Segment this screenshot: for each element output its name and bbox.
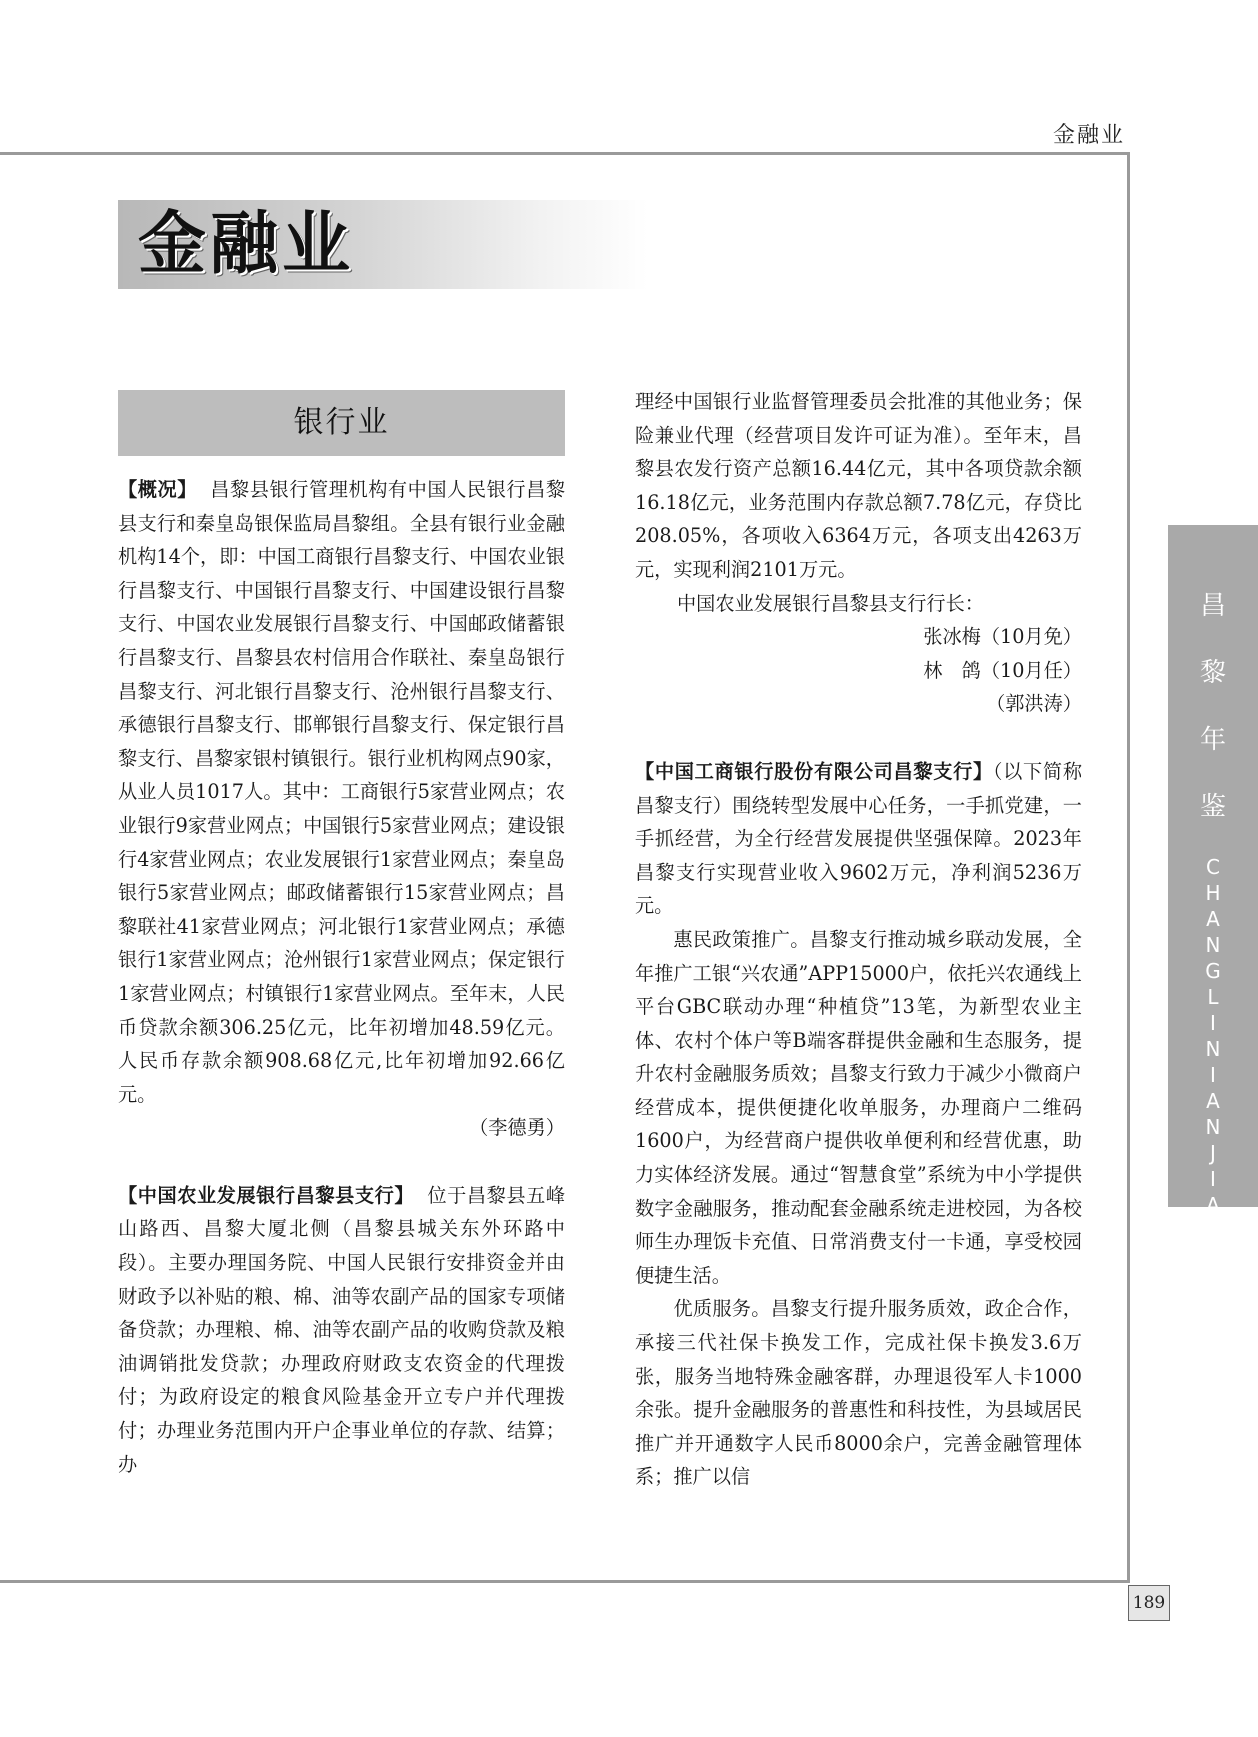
side-tab-letter: H	[1205, 881, 1221, 905]
icbc-service-paragraph: 优质服务。昌黎支行提升服务质效，政企合作，承接三代社保卡换发工作，完成社保卡换发3.6万张，服务当地特殊金融客群，办理退役军人卡1000余张。提升金融服务的普惠性和科技性，为县域居民推广并开通数字人民币8000余户，完善金融管理体系；推广以信	[635, 1297, 1082, 1489]
overview-header: 【概况】	[118, 478, 197, 501]
side-tab-letter: A	[1206, 1193, 1220, 1217]
adbc-author: （郭洪涛）	[986, 692, 1082, 716]
icbc-intro: （以下简称昌黎支行）围绕转型发展中心任务，一手抓党建，一手抓经营，为全行经营发展提供坚强保障。2023年昌黎支行实现营业收入9602万元，净利润5236万元。	[635, 759, 1083, 918]
side-tab-letter: N	[1205, 933, 1221, 957]
frame-top-rule	[0, 152, 1130, 155]
side-tab-char: 昌	[1199, 591, 1226, 621]
overview-body: 昌黎县银行管理机构有中国人民银行昌黎县支行和秦皇岛银保监局昌黎组。全县有银行业金融机构14个，即：中国工商银行昌黎支行、中国农业银行昌黎支行、中国银行昌黎支行、中国建设银行昌黎支行、中国农业发展银行昌黎支行、中国邮政储蓄银行昌黎支行、昌黎县农村信用合作联社、秦皇岛银行昌黎支行、河北银行昌黎支行、沧州银行昌黎支行、承德银行昌黎支行、邯郸银行昌黎支行、保定银行昌黎支行、昌黎家银村镇银行。银行业机构网点90家，从业人员1017人。其中：工商银行5家营业网点；农业银行9家营业网点；中国银行5家营业网点；建设银行4家营业网点；农业发展银行1家营业网点；秦皇岛银行5家营业网点；邮政储蓄银行15家营业网点；昌黎联社41家营业网点；河北银行1家营业网点；承德银行1家营业网点；沧州银行1家营业网点；保定银行1家营业网点；村镇银行1家营业网点。至年末，人民币贷款余额306.25亿元，比年初增加48.59亿元。人民币存款余额908.68亿元,比年初增加92.66亿元。	[118, 478, 566, 1106]
side-tab-letter: A	[1206, 907, 1220, 931]
overview-author: （李德勇）	[469, 1116, 565, 1140]
icbc-paragraph	[635, 755, 1082, 923]
side-tab-char: 鉴	[1199, 792, 1226, 822]
frame-bottom-rule	[0, 1580, 1130, 1583]
side-tab-letter: I	[1210, 1011, 1216, 1035]
side-tab-letter: C	[1206, 855, 1220, 879]
side-tab-char: 黎	[1199, 658, 1226, 688]
side-tab-letter: I	[1210, 1167, 1216, 1191]
side-tab-cn	[1168, 585, 1258, 823]
president-entry: 张冰梅（10月免）	[923, 625, 1082, 649]
section-title: 银行业	[118, 390, 565, 456]
adbc-header: 【中国农业发展银行昌黎县支行】	[118, 1183, 415, 1207]
side-tab-letter: I	[1210, 1063, 1216, 1087]
right-column	[635, 385, 1082, 1494]
left-column	[118, 473, 565, 1481]
icbc-policy-paragraph: 惠民政策推广。昌黎支行推动城乡联动发展，全年推广工银“兴农通”APP15000户，依托兴农通线上平台GBC联动办理“种植贷”13笔，为新型农业主体、农村个体户等B端客群提供金融和生态服务，提升农村金融服务质效；昌黎支行致力于减少小微商户经营成本，提供便捷化收单服务，办理商户二维码1600户，为经营商户提供收单便利和经营优惠，助力实体经济发展。通过“智慧食堂”系统为中小学提供数字金融服务，推动配套金融系统走进校园，为各校师生办理饭卡充值、日常消费支付一卡通，享受校园便捷生活。	[635, 927, 1082, 1287]
side-tab-letter: A	[1206, 1089, 1220, 1113]
side-tab-en	[1168, 855, 1258, 1243]
frame-right-rule	[1127, 152, 1130, 1582]
side-tab-letter: J	[1210, 1141, 1216, 1165]
president-label: 中国农业发展银行昌黎县支行行长：	[677, 591, 984, 615]
running-head: 金融业	[1052, 123, 1125, 148]
overview-paragraph	[118, 473, 565, 1111]
adbc-body: 位于昌黎县五峰山路西、昌黎大厦北侧（昌黎县城关东外环路中段）。主要办理国务院、中国人民银行安排资金并由财政予以补贴的粮、棉、油等农副产品的国家专项储备贷款；办理粮、棉、油等农副产品的收购贷款及粮油调销批发贷款；办理政府财政支农资金的代理拨付；为政府设定的粮食风险基金开立专户并代理拨付；办理业务范围内开户企事业单位的存款、结算；办	[118, 1183, 566, 1476]
president-entry: 林 鸽（10月任）	[923, 658, 1082, 682]
side-tab-letter: N	[1205, 1219, 1221, 1243]
adbc-paragraph	[118, 1179, 565, 1481]
side-tab-letter: N	[1205, 1115, 1221, 1139]
adbc-continuation: 理经中国银行业监督管理委员会批准的其他业务；保险兼业代理（经营项目发许可证为准）。至年末，昌黎县农发行资产总额16.44亿元，其中各项贷款余额16.18亿元，业务范围内存款总额7.78亿元，存贷比208.05%，各项收入6364万元，各项支出4263万元，实现利润2101万元。	[635, 390, 1082, 581]
side-tab-char: 年	[1199, 725, 1226, 755]
icbc-header: 【中国工商银行股份有限公司昌黎支行】	[635, 759, 993, 783]
side-tab-letter: G	[1205, 959, 1221, 983]
page-number: 189	[1128, 1585, 1170, 1621]
side-tab-letter: L	[1207, 985, 1219, 1009]
side-tab-letter: N	[1205, 1037, 1221, 1061]
chapter-title: 金融业	[138, 205, 355, 284]
